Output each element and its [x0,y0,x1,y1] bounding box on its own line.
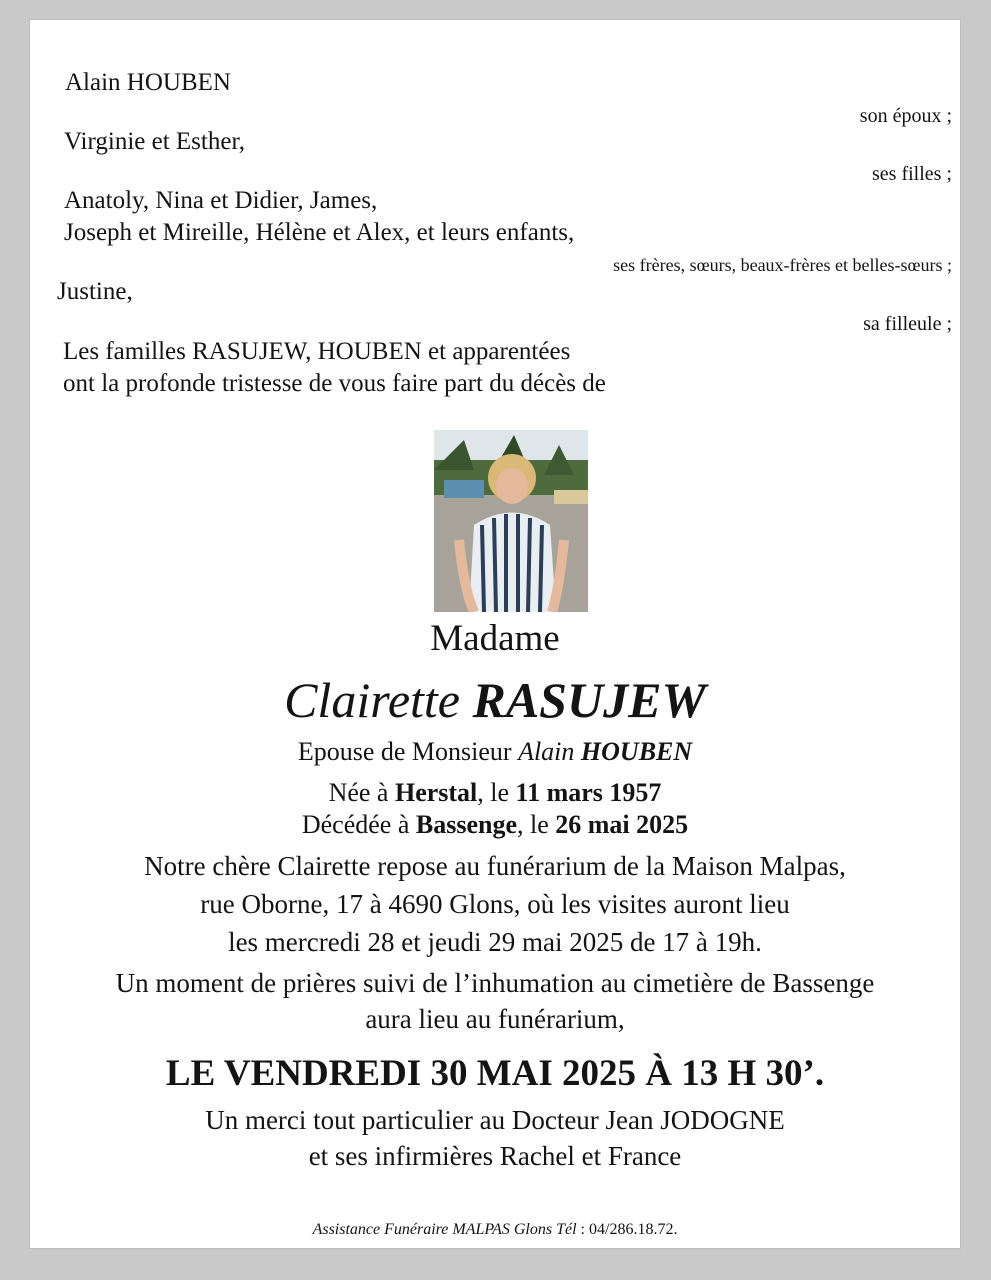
death-line [30,812,960,838]
daughters-names: Virginie et Esther, [64,128,246,155]
footer-agency-phone: : 04/286.18.72. [576,1221,678,1238]
siblings-line-2: Joseph et Mireille, Hélène et Alex, et leurs enfants, [64,219,575,246]
thanks-line-1: Un merci tout particulier au Docteur Jean JODOGNE [205,1105,785,1135]
death-mid: , le [517,810,549,839]
obituary-sheet [30,20,960,1248]
birth-date: 11 mars 1957 [515,778,662,807]
details-line-5: aura lieu au funérarium, [365,1004,625,1034]
details-line-3: les mercredi 28 et jeudi 29 mai 2025 de 17 à 19h. [228,927,762,957]
spouse-last: HOUBEN [580,737,693,766]
footer-agency-name: Assistance Funéraire MALPAS Glons Tél [312,1221,577,1238]
death-date: 26 mai 2025 [555,810,689,839]
spouse-prefix: Epouse de Monsieur [297,737,512,766]
deceased-last-name: RASUJEW [472,672,706,728]
spouse-first: Alain [518,737,575,766]
families-line-2: ont la profonde tristesse de vous faire part du décès de [63,370,606,397]
death-prefix: Décédée à [301,810,410,839]
ceremony-line: LE VENDREDI 30 MAI 2025 À 13 H 30’. [165,1053,825,1094]
siblings-role: ses frères, sœurs, beaux-frères et belles-sœurs ; [613,255,952,275]
details-line-4: Un moment de prières suivi de l’inhumation au cimetière de Bassenge [115,968,875,998]
details-line-2: rue Oborne, 17 à 4690 Glons, où les visites auront lieu [200,889,790,919]
spouse-name: Alain HOUBEN [65,69,231,96]
daughters-role: ses filles ; [872,163,952,185]
families-line-1: Les familles RASUJEW, HOUBEN et apparentées [63,338,571,365]
siblings-line-1: Anatoly, Nina et Didier, James, [64,187,378,214]
details-line-1: Notre chère Clairette repose au funérarium de la Maison Malpas, [144,851,846,881]
deceased-first-name: Clairette [284,672,460,728]
goddaughter-role: sa filleule ; [863,313,952,335]
goddaughter-name: Justine, [57,278,133,305]
birth-place: Herstal [394,778,478,807]
death-place: Bassenge [415,810,517,839]
spouse-role: son époux ; [859,105,952,127]
birth-mid: , le [477,778,510,807]
deceased-title: Madame [430,618,560,659]
thanks-line-2: et ses infirmières Rachel et France [308,1141,682,1171]
birth-prefix: Née à [328,778,389,807]
portrait-photo [434,430,588,612]
footer-agency [30,1222,960,1238]
birth-line [30,780,960,806]
spouse-line [30,739,960,765]
deceased-name [30,672,960,728]
